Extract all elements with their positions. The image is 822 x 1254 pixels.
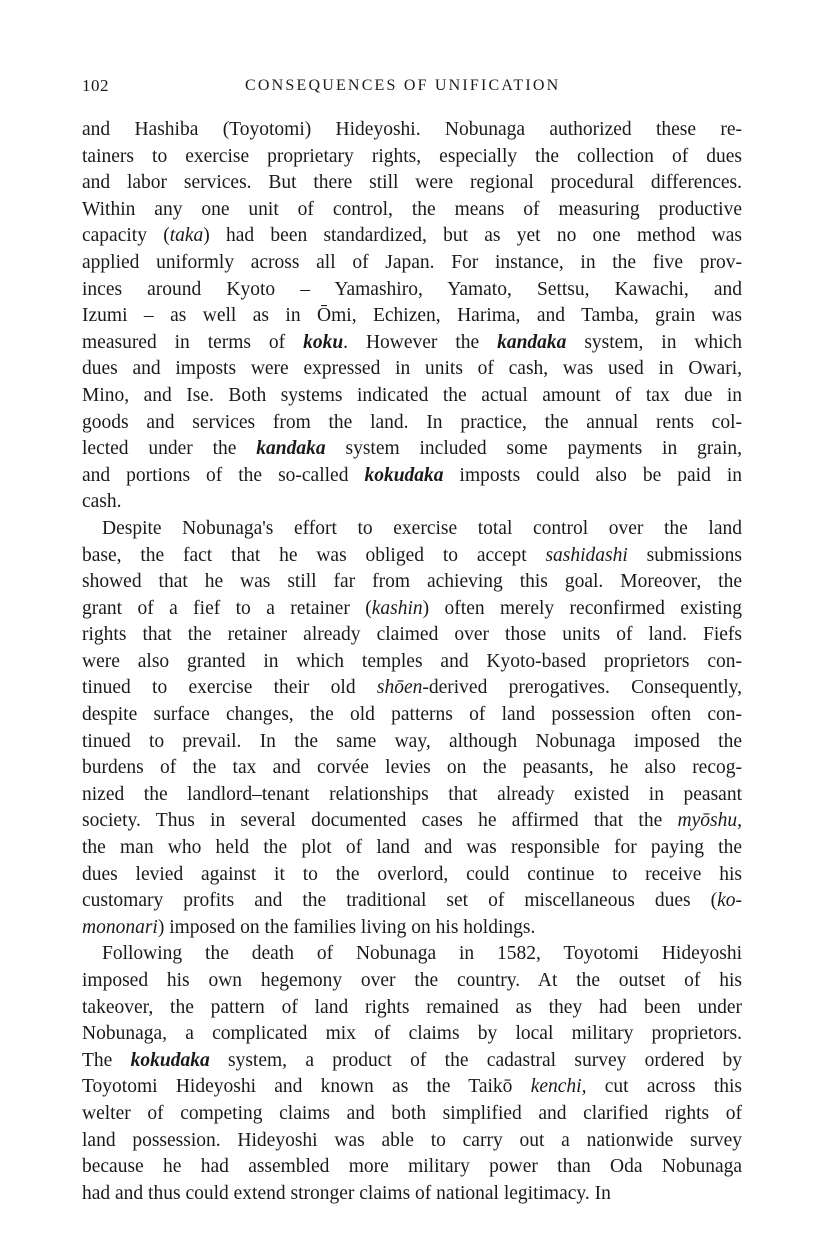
text-run: Following the death of Nobunaga in 1582, Toyotomi Hideyoshi bbox=[102, 943, 742, 965]
text-line bbox=[82, 888, 742, 915]
text-run: tinued to prevail. In the same way, although Nobunaga imposed the bbox=[82, 730, 742, 752]
text-run: inces around Kyoto – Yamashiro, Yamato, Settsu, Kawachi, and bbox=[82, 278, 742, 300]
text-line bbox=[82, 1101, 742, 1128]
text-run: Mino, and Ise. Both systems indicated the actual amount of tax due in bbox=[82, 384, 742, 406]
text-run: tainers to exercise proprietary rights, especially the collection of dues bbox=[82, 145, 742, 167]
text-run: Izumi – as well as in Ōmi, Echizen, Harima, and Tamba, grain was bbox=[82, 305, 742, 327]
text-line bbox=[82, 782, 742, 809]
text-run: Toyotomi Hideyoshi and known as the Taikō bbox=[82, 1076, 531, 1098]
text-line bbox=[82, 675, 742, 702]
text-line bbox=[82, 436, 742, 463]
text-line bbox=[82, 330, 742, 357]
text-line bbox=[82, 197, 742, 224]
text-line bbox=[82, 569, 742, 596]
text-line bbox=[82, 223, 742, 250]
text-run: had and thus could extend stronger claims of national legitimacy. In bbox=[82, 1182, 611, 1204]
text-line bbox=[82, 596, 742, 623]
text-line bbox=[82, 250, 742, 277]
italic-term: ko- bbox=[717, 890, 742, 912]
text-line bbox=[82, 489, 742, 516]
text-run: submissions bbox=[627, 544, 742, 566]
text-run: cut across this bbox=[586, 1076, 742, 1098]
text-run: Nobunaga, a complicated mix of claims by local military proprietors. bbox=[82, 1023, 742, 1045]
text-run: grant of a fief to a retainer ( bbox=[82, 597, 372, 619]
text-run: burdens of the tax and corvée levies on the peasants, he also recog- bbox=[82, 757, 742, 779]
text-run: capacity ( bbox=[82, 225, 170, 247]
text-run: base, the fact that he was obliged to accept bbox=[82, 544, 546, 566]
text-run: welter of competing claims and both simplified and clarified rights of bbox=[82, 1102, 742, 1124]
text-line bbox=[82, 622, 742, 649]
text-line bbox=[82, 410, 742, 437]
bold-italic-term: kokudaka bbox=[130, 1049, 210, 1071]
italic-term: mononari bbox=[82, 916, 158, 938]
text-line bbox=[82, 144, 742, 171]
text-run: The bbox=[82, 1049, 131, 1071]
text-run: the man who held the plot of land and was responsible for paying the bbox=[82, 837, 742, 859]
text-run: ) often merely reconfirmed existing bbox=[422, 597, 742, 619]
italic-term: myōshu, bbox=[677, 810, 742, 832]
text-line bbox=[82, 702, 742, 729]
text-line bbox=[82, 835, 742, 862]
text-line bbox=[82, 915, 742, 942]
text-line bbox=[82, 968, 742, 995]
running-head bbox=[82, 73, 742, 99]
text-line bbox=[82, 862, 742, 889]
text-run: -derived prerogatives. Consequently, bbox=[422, 677, 742, 699]
text-run: society. Thus in several documented cases he affirmed that the bbox=[82, 810, 678, 832]
text-run: takeover, the pattern of land rights remained as they had been under bbox=[82, 996, 742, 1018]
text-run: rights that the retainer already claimed over those units of land. Fiefs bbox=[82, 624, 742, 646]
text-run: lected under the bbox=[82, 438, 257, 460]
text-line bbox=[82, 941, 742, 968]
page-number: 102 bbox=[82, 76, 109, 95]
bold-italic-term: koku bbox=[303, 331, 344, 353]
text-run: nized the landlord–tenant relationships that already existed in peasant bbox=[82, 783, 742, 805]
text-run: system included some payments in grain, bbox=[325, 438, 742, 460]
text-run: imposed his own hegemony over the country. At the outset of his bbox=[82, 970, 742, 991]
bold-italic-term: kandaka bbox=[256, 438, 326, 460]
text-run: despite surface changes, the old patterns of land possession often con- bbox=[82, 704, 742, 726]
text-run: dues and imposts were expressed in units of cash, was used in Owari, bbox=[82, 358, 742, 380]
text-run: customary profits and the traditional set of miscellaneous dues ( bbox=[82, 890, 718, 912]
text-line bbox=[82, 543, 742, 570]
body-text bbox=[82, 117, 742, 1207]
text-run: . However the bbox=[343, 331, 498, 353]
text-run: tinued to exercise their old bbox=[82, 677, 377, 699]
text-run: measured in terms of bbox=[82, 331, 304, 353]
text-line bbox=[82, 1154, 742, 1181]
text-line bbox=[82, 1128, 742, 1155]
bold-italic-term: kokudaka bbox=[364, 464, 444, 486]
text-run: Despite Nobunaga's effort to exercise total control over the land bbox=[102, 517, 742, 539]
text-run: land possession. Hideyoshi was able to carry out a nationwide survey bbox=[82, 1129, 742, 1151]
text-run: dues levied against it to the overlord, could continue to receive his bbox=[82, 863, 742, 885]
text-line bbox=[82, 516, 742, 543]
text-run: showed that he was still far from achieving this goal. Moreover, the bbox=[82, 571, 742, 593]
text-run: because he had assembled more military power than Oda Nobunaga bbox=[82, 1156, 742, 1178]
text-run: imposts could also be paid in bbox=[443, 464, 742, 486]
text-run: applied uniformly across all of Japan. For instance, in the five prov- bbox=[82, 251, 742, 273]
italic-term: taka bbox=[169, 225, 204, 247]
text-line bbox=[82, 383, 742, 410]
text-line bbox=[82, 1021, 742, 1048]
text-line bbox=[82, 463, 742, 490]
paragraph bbox=[82, 941, 742, 1207]
text-run: and labor services. But there still were regional procedural differences. bbox=[82, 172, 742, 194]
italic-term: sashidashi bbox=[545, 544, 628, 566]
text-line bbox=[82, 808, 742, 835]
text-line bbox=[82, 1048, 742, 1075]
text-run: Within any one unit of control, the means of measuring productive bbox=[82, 198, 742, 220]
italic-term: kenchi, bbox=[530, 1076, 587, 1098]
text-run: and Hashiba (Toyotomi) Hideyoshi. Nobunaga authorized these re- bbox=[82, 119, 742, 140]
text-line bbox=[82, 356, 742, 383]
italic-term: shōen bbox=[376, 677, 423, 699]
text-run: system, in which bbox=[566, 331, 742, 353]
text-run: ) imposed on the families living on his holdings. bbox=[157, 916, 536, 938]
text-line bbox=[82, 729, 742, 756]
text-run: and portions of the so-called bbox=[82, 464, 365, 486]
italic-term: kashin bbox=[371, 597, 423, 619]
text-line bbox=[82, 995, 742, 1022]
text-run: ) had been standardized, but as yet no one method was bbox=[203, 225, 743, 247]
text-run: were also granted in which temples and Kyoto-based proprietors con- bbox=[82, 650, 742, 672]
text-run: system, a product of the cadastral survey ordered by bbox=[209, 1049, 742, 1071]
text-line bbox=[82, 1074, 742, 1101]
text-line bbox=[82, 117, 742, 144]
text-line bbox=[82, 649, 742, 676]
text-line bbox=[82, 303, 742, 330]
bold-italic-term: kandaka bbox=[497, 331, 567, 353]
text-line bbox=[82, 1181, 742, 1208]
text-line bbox=[82, 277, 742, 304]
text-run: cash. bbox=[82, 491, 122, 513]
text-line bbox=[82, 755, 742, 782]
text-line bbox=[82, 170, 742, 197]
text-run: goods and services from the land. In practice, the annual rents col- bbox=[82, 411, 742, 433]
paragraph bbox=[82, 516, 742, 942]
running-title: CONSEQUENCES OF UNIFICATION bbox=[245, 77, 561, 94]
paragraph bbox=[82, 117, 742, 516]
